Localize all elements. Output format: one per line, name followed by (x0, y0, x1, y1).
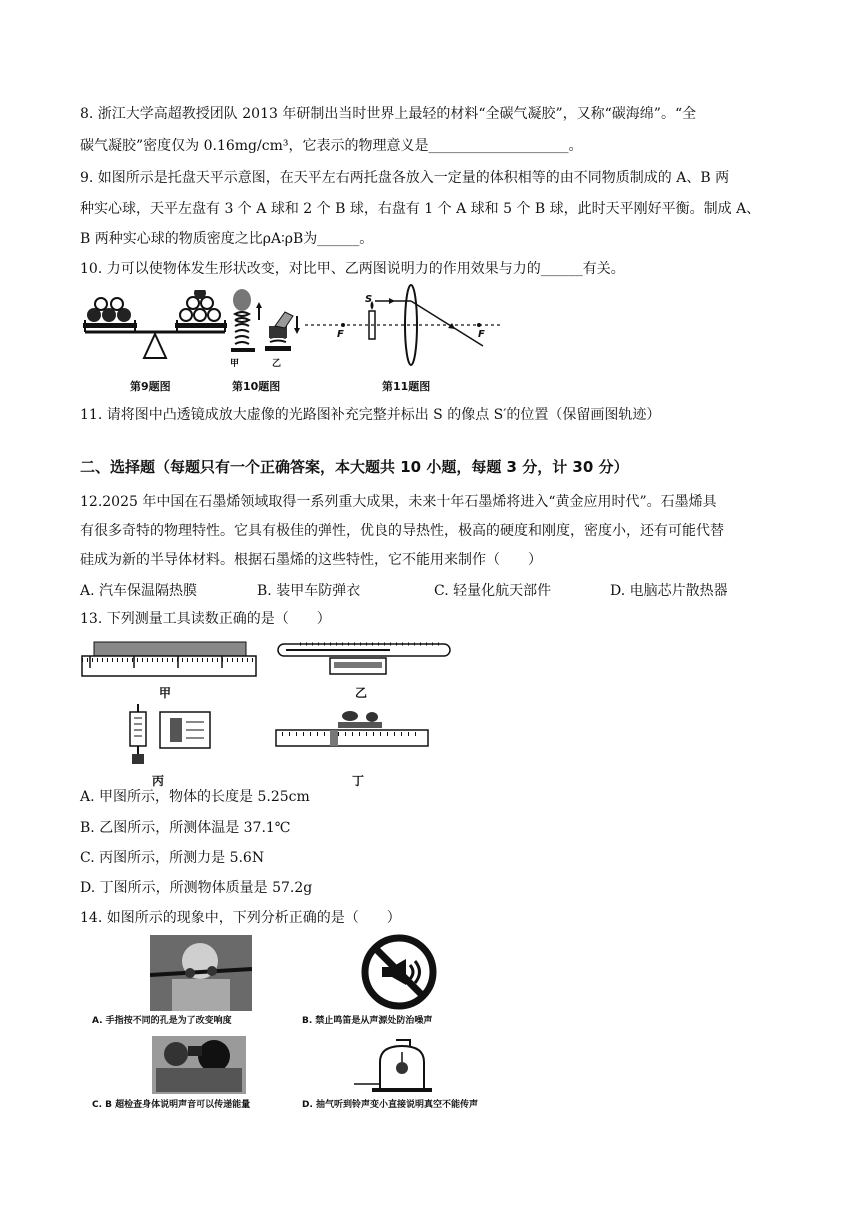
q13-label-ding: 丁 (352, 774, 365, 788)
q13-label-yi: 乙 (355, 686, 368, 700)
q8-line1: 8. 浙江大学高超教授团队 2013 年研制出当时世界上最轻的材料“全碳气凝胶”，又称“碳海绵”。“全 (80, 106, 697, 122)
q12-line3: 硅成为新的半导体材料。根据石墨烯的这些特性，它不能用来制作（ ） (80, 552, 542, 568)
fig9-caption: 第9题图 (130, 380, 171, 393)
q9-line1: 9. 如图所示是托盘天平示意图，在天平左右两托盘各放入一定量的体积相等的由不同物质制成的 A、B 两 (80, 170, 730, 186)
q8-line2: 碳气凝胶”密度仅为 0.16mg/cm³，它表示的物理意义是____________________。 (80, 138, 583, 154)
thermometer-figure (270, 640, 456, 680)
q12-option-c: C. 轻量化航天部件 (434, 583, 552, 599)
no-horn-sign-icon (360, 933, 438, 1011)
q9-line2: 种实心球，天平左盘有 3 个 A 球和 2 个 B 球，右盘有 1 个 A 球和 5 个 B 球，此时天平刚好平衡。制成 A、 (80, 201, 761, 217)
q12-option-d: D. 电脑芯片散热器 (610, 583, 728, 599)
ultrasound-image (152, 1036, 246, 1094)
q14-panel-c-caption: C. B 超检查身体说明声音可以传递能量 (92, 1100, 251, 1110)
flute-player-image (150, 935, 252, 1011)
q12-option-b: B. 装甲车防弹衣 (257, 583, 361, 599)
spring-figure (225, 286, 305, 366)
focus-f2-label: F (478, 329, 485, 340)
q12-line1: 12.2025 年中国在石墨烯领域取得一系列重大成果，未来十年石墨烯将进入“黄金应用时代”。石墨烯具 (80, 494, 717, 510)
q11-line1: 11. 请将图中凸透镜成放大虚像的光路图补充完整并标出 S 的像点 S′的位置（保留画图轨迹） (80, 407, 661, 423)
point-s-label: S (365, 294, 373, 305)
q13-option-b: B. 乙图所示，所测体温是 37.1℃ (80, 820, 291, 836)
fig10-caption: 第10题图 (232, 380, 281, 393)
bell-jar-image (350, 1034, 450, 1094)
section2-title: 二、选择题（每题只有一个正确答案，本大题共 10 小题，每题 3 分，计 30 分） (80, 458, 629, 476)
q13-label-jia: 甲 (159, 686, 172, 700)
ruler-figure (80, 640, 258, 680)
q13-option-a: A. 甲图所示，物体的长度是 5.25cm (80, 789, 310, 805)
balance-figure (80, 290, 230, 370)
fig11-caption: 第11题图 (382, 380, 431, 393)
jia-label: 甲 (230, 359, 240, 369)
spring-scale-figure (120, 704, 216, 768)
q13-label-bing: 丙 (152, 774, 165, 788)
q14-stem: 14. 如图所示的现象中，下列分析正确的是（ ） (80, 910, 401, 926)
lens-figure (305, 284, 505, 370)
q14-panel-b-caption: B. 禁止鸣笛是从声源处防治噪声 (302, 1016, 433, 1026)
balance-scale-figure (272, 710, 432, 750)
q9-line3: B 两种实心球的物质密度之比ρA∶ρB为______。 (80, 231, 374, 247)
q12-line2: 有很多奇特的物理特性。它具有极佳的弹性，优良的导热性，极高的硬度和刚度，密度小，还有可能代替 (80, 523, 724, 539)
q10-line1: 10. 力可以使物体发生形状改变，对比甲、乙两图说明力的作用效果与力的______有关。 (80, 261, 625, 277)
q13-option-d: D. 丁图所示，所测物体质量是 57.2g (80, 880, 313, 896)
focus-f1-label: F (337, 329, 344, 340)
q14-panel-d-caption: D. 抽气听到铃声变小直接说明真空不能传声 (302, 1100, 479, 1110)
yi-label: 乙 (272, 359, 282, 369)
q13-stem: 13. 下列测量工具读数正确的是（ ） (80, 611, 331, 627)
q14-panel-a-caption: A. 手指按不同的孔是为了改变响度 (92, 1016, 232, 1026)
q13-option-c: C. 丙图所示，所测力是 5.6N (80, 850, 265, 866)
q12-option-a: A. 汽车保温隔热膜 (80, 583, 198, 599)
